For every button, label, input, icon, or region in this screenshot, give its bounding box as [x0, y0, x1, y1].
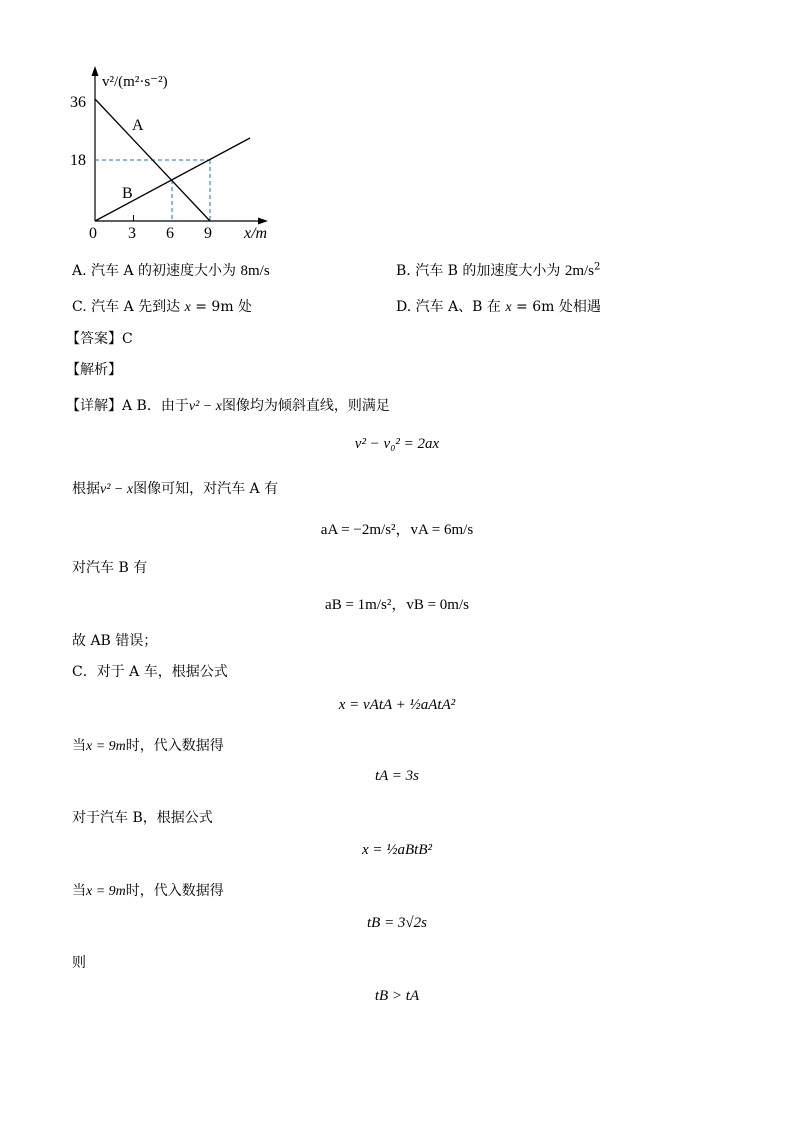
option-c-prefix: C. 汽车 A 先到达	[72, 299, 185, 315]
detail-line-9: 则	[72, 955, 86, 971]
y-tick-18: 18	[70, 152, 86, 169]
v2-x-graph	[60, 60, 300, 250]
y-axis-arrow	[92, 66, 99, 76]
x-axis-label: x/m	[244, 225, 268, 242]
detail-var-expr-2: v² − x	[100, 482, 134, 497]
detail-line-4: 故 AB 错误；	[72, 633, 158, 649]
equation-8: tB > tA	[374, 988, 420, 1004]
detail-line-5: C．对于 A 车，根据公式	[72, 664, 228, 680]
analysis-tag: 【解析】	[66, 362, 122, 378]
detail-line-2	[72, 478, 278, 498]
answer-line	[66, 328, 133, 348]
x-tick-label-3: 3	[128, 225, 136, 242]
detail-line-1-b: 图像均为倾斜直线，则满足	[221, 398, 390, 414]
equation-1: v² − v₀² = 2ax	[354, 436, 440, 452]
detail-var-expr-1: v² − x	[188, 399, 222, 414]
detail-line-8-c: 时，代入数据得	[125, 883, 224, 899]
option-b-sup: 2	[594, 261, 601, 273]
option-a	[72, 260, 270, 280]
line-a-label: A	[132, 117, 144, 134]
detail-line-7: 对于汽车 B，根据公式	[72, 810, 213, 826]
detail-line-6-b: x = 9m	[86, 739, 126, 754]
detail-line-6-a: 当	[72, 738, 86, 754]
detail-line-6	[72, 735, 224, 755]
option-d-value: = 6m 处相遇	[511, 299, 601, 315]
option-c-var: x	[184, 300, 191, 315]
line-b-label: B	[122, 185, 133, 202]
answer-value: C	[122, 331, 133, 347]
detail-line-1	[66, 395, 390, 415]
equation-5: tA = 3s	[374, 768, 420, 784]
equation-4: x = vAtA + ½aAtA²	[338, 697, 456, 713]
y-axis-label: v²/(m²·s⁻²)	[102, 74, 168, 90]
detail-line-8-b: x = 9m	[86, 884, 126, 899]
detail-line-2-a: 根据	[72, 481, 100, 497]
option-d	[396, 296, 601, 316]
equation-3: aB = 1m/s²，vB = 0m/s	[325, 597, 469, 613]
option-b-value: 2m/s	[564, 263, 595, 279]
detail-line-6-c: 时，代入数据得	[125, 738, 224, 754]
x-tick-label-9: 9	[204, 225, 212, 242]
option-d-var: x	[505, 300, 512, 315]
equation-7: tB = 3√2s	[366, 915, 428, 931]
x-axis-arrow	[258, 218, 268, 225]
option-c-value: = 9m 处	[190, 299, 253, 315]
equation-2: aA = −2m/s²，vA = 6m/s	[320, 522, 474, 538]
option-b-prefix: B. 汽车 B 的加速度大小为	[396, 263, 565, 279]
x-tick-label-6: 6	[166, 225, 174, 242]
detail-line-8-a: 当	[72, 883, 86, 899]
detail-line-3: 对汽车 B 有	[72, 560, 148, 576]
option-d-prefix: D. 汽车 A、B 在	[396, 299, 506, 315]
option-a-value: 8m/s	[240, 263, 270, 279]
option-c	[72, 296, 252, 316]
detail-line-1-a: A B．由于	[122, 398, 189, 414]
detail-line-8	[72, 880, 224, 900]
x-tick-label-0: 0	[89, 225, 97, 242]
equation-6: x = ½aBtB²	[361, 842, 433, 858]
y-tick-36: 36	[70, 94, 86, 111]
detail-line-2-b: 图像可知，对汽车 A 有	[133, 481, 279, 497]
detail-tag: 【详解】	[66, 398, 122, 414]
option-a-prefix: A. 汽车 A 的初速度大小为	[72, 263, 241, 279]
answer-tag: 【答案】	[66, 331, 122, 347]
option-b	[396, 260, 600, 280]
